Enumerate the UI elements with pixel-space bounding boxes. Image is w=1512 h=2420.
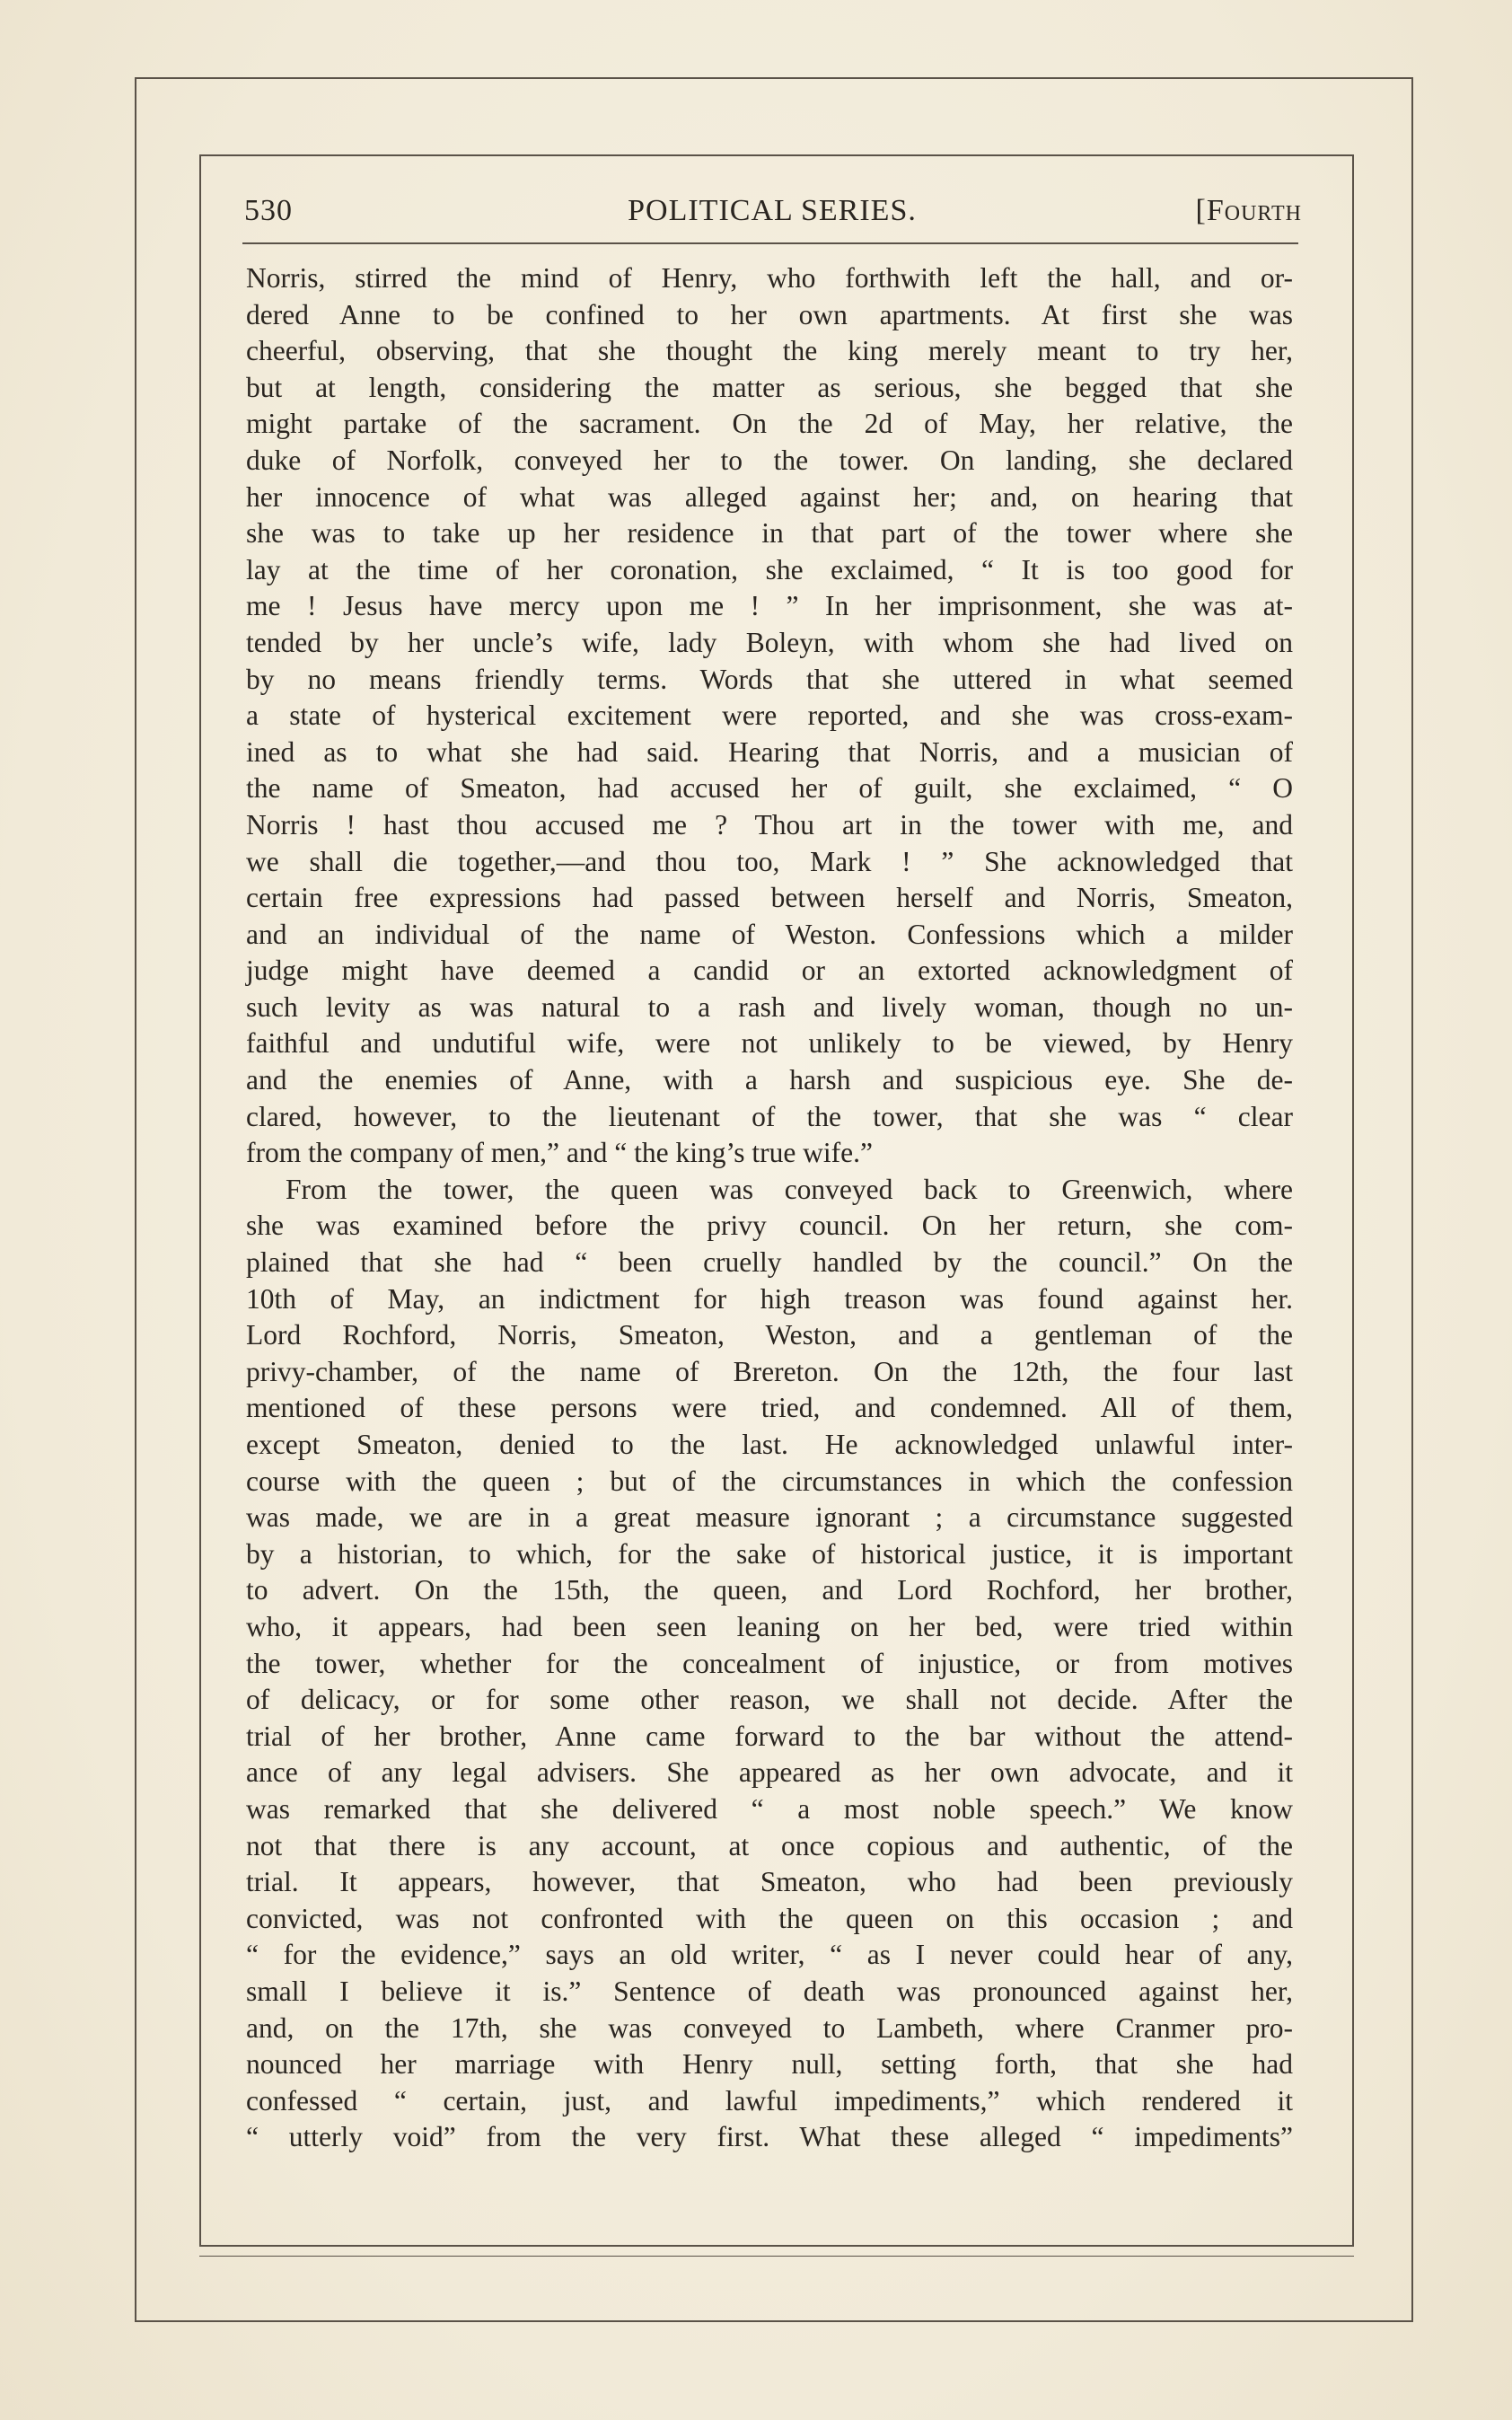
text-line: Norris ! hast thou accused me ? Thou art in the tower with me, and bbox=[246, 808, 1293, 840]
text-line: might partake of the sacrament. On the 2d of May, her relative, the bbox=[246, 408, 1293, 440]
text-line: convicted, was not confronted with the queen on this occasion ; and bbox=[246, 1902, 1293, 1934]
text-line: was remarked that she delivered “ a most noble speech.” We know bbox=[246, 1792, 1293, 1825]
text-line: lay at the time of her coronation, she exclaimed, “ It is too good for bbox=[246, 553, 1293, 585]
inner-frame-bottom bbox=[199, 2245, 1354, 2247]
text-line: such levity as was natural to a rash and lively woman, though no un- bbox=[246, 990, 1293, 1023]
text-line: she was examined before the privy council. On her return, she com- bbox=[246, 1210, 1293, 1242]
text-line: we shall die together,—and thou too, Mark ! ” She acknowledged that bbox=[246, 845, 1293, 877]
text-line: 10th of May, an indictment for high treason was found against her. bbox=[246, 1282, 1293, 1315]
text-line: plained that she had “ been cruelly handled by the council.” On the bbox=[246, 1246, 1293, 1279]
text-line: a state of hysterical excitement were reported, and she was cross-exam- bbox=[246, 700, 1293, 732]
text-line: dered Anne to be confined to her own apartments. At first she was bbox=[246, 298, 1293, 330]
text-line: but at length, considering the matter as serious, she begged that she bbox=[246, 371, 1293, 403]
text-line: confessed “ certain, just, and lawful impediments,” which rendered it bbox=[246, 2084, 1293, 2116]
text-line: she was to take up her residence in that part of the tower where she bbox=[246, 517, 1293, 550]
text-line: except Smeaton, denied to the last. He acknowledged unlawful inter- bbox=[246, 1429, 1293, 1460]
outer-frame-top bbox=[135, 77, 1413, 79]
text-line: by no means friendly terms. Words that she uttered in what seemed bbox=[246, 663, 1293, 695]
text-line: and, on the 17th, she was conveyed to Lambeth, where Cranmer pro- bbox=[246, 2011, 1293, 2044]
text-line: privy-chamber, of the name of Brereton. On the 12th, the four last bbox=[246, 1355, 1293, 1387]
text-line: cheerful, observing, that she thought the king merely meant to try her, bbox=[246, 335, 1293, 367]
text-line: trial. It appears, however, that Smeaton, who had been previously bbox=[246, 1866, 1293, 1898]
body-text bbox=[246, 260, 1293, 2156]
text-line: trial of her brother, Anne came forward to the bar without the attend- bbox=[246, 1720, 1293, 1752]
text-line: her innocence of what was alleged against her; and, on hearing that bbox=[246, 480, 1293, 513]
paragraph-end-line: from the company of men,” and “ the king’s true wife.” bbox=[246, 1137, 874, 1169]
text-line: Lord Rochford, Norris, Smeaton, Weston, and a gentleman of the bbox=[246, 1319, 1293, 1351]
text-line: not that there is any account, at once copious and authentic, of the bbox=[246, 1829, 1293, 1861]
running-section: [Fourth bbox=[1195, 194, 1302, 227]
running-title: POLITICAL SERIES. bbox=[628, 194, 917, 227]
text-line: of delicacy, or for some other reason, we shall not decide. After the bbox=[246, 1684, 1293, 1716]
text-line: clared, however, to the lieutenant of the tower, that she was “ clear bbox=[246, 1100, 1293, 1132]
text-line: “ for the evidence,” says an old writer, “ as I never could hear of any, bbox=[246, 1939, 1293, 1971]
text-line: nounced her marriage with Henry null, setting forth, that she had bbox=[246, 2048, 1293, 2081]
text-line: was made, we are in a great measure ignorant ; a circumstance suggested bbox=[246, 1501, 1293, 1534]
text-line: faithful and undutiful wife, were not unlikely to be viewed, by Henry bbox=[246, 1027, 1293, 1060]
inner-frame-top bbox=[199, 154, 1354, 156]
text-line: Norris, stirred the mind of Henry, who forthwith left the hall, and or- bbox=[246, 262, 1293, 294]
text-line: the name of Smeaton, had accused her of guilt, she exclaimed, “ O bbox=[246, 772, 1293, 805]
paragraph-start-line: From the tower, the queen was conveyed back to Greenwich, where bbox=[286, 1173, 1293, 1205]
text-line: tended by her uncle’s wife, lady Boleyn, with whom she had lived on bbox=[246, 626, 1293, 658]
text-line: mentioned of these persons were tried, and condemned. All of them, bbox=[246, 1392, 1293, 1424]
text-line: certain free expressions had passed between herself and Norris, Smeaton, bbox=[246, 882, 1293, 914]
text-line: judge might have deemed a candid or an extorted acknowledgment of bbox=[246, 955, 1293, 987]
text-line: and the enemies of Anne, with a harsh and suspicious eye. She de- bbox=[246, 1064, 1293, 1096]
text-line: me ! Jesus have mercy upon me ! ” In her imprisonment, she was at- bbox=[246, 590, 1293, 622]
text-line: ance of any legal advisers. She appeared as her own advocate, and it bbox=[246, 1756, 1293, 1789]
text-line: “ utterly void” from the very first. What these alleged “ impediments” bbox=[246, 2121, 1293, 2153]
text-line: who, it appears, had been seen leaning on her bed, were tried within bbox=[246, 1610, 1293, 1642]
inner-frame-bottom-2 bbox=[199, 2256, 1354, 2257]
text-line: duke of Norfolk, conveyed her to the tower. On landing, she declared bbox=[246, 444, 1293, 476]
text-line: by a historian, to which, for the sake of historical justice, it is important bbox=[246, 1537, 1293, 1570]
outer-frame-right bbox=[1411, 77, 1413, 2322]
inner-frame-right bbox=[1352, 154, 1354, 2247]
text-line: course with the queen ; but of the circumstances in which the confession bbox=[246, 1465, 1293, 1497]
header-rule bbox=[242, 242, 1298, 244]
text-line: ined as to what she had said. Hearing that Norris, and a musician of bbox=[246, 735, 1293, 768]
page-number: 530 bbox=[244, 194, 293, 227]
text-line: and an individual of the name of Weston. Confessions which a milder bbox=[246, 918, 1293, 950]
inner-frame-left bbox=[199, 154, 201, 2247]
outer-frame-bottom bbox=[135, 2320, 1413, 2322]
text-line: small I believe it is.” Sentence of death was pronounced against her, bbox=[246, 1975, 1293, 2007]
text-line: to advert. On the 15th, the queen, and Lord Rochford, her brother, bbox=[246, 1574, 1293, 1606]
text-line: the tower, whether for the concealment of injustice, or from motives bbox=[246, 1647, 1293, 1679]
outer-frame-left bbox=[135, 77, 136, 2322]
running-header bbox=[242, 190, 1302, 241]
